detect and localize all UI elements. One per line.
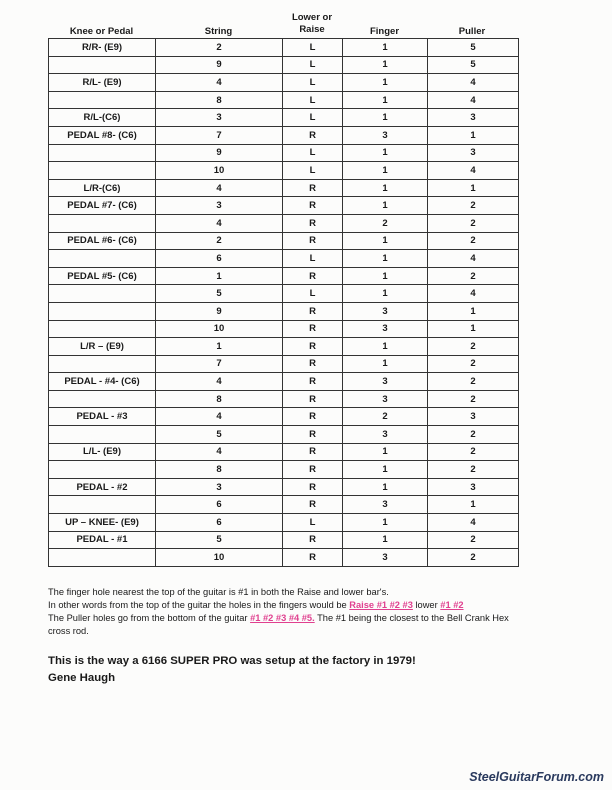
cell-finger: 3 — [343, 373, 428, 391]
cell-lower-or-raise: L — [283, 109, 343, 127]
cell-knee-or-pedal: PEDAL #7- (C6) — [49, 197, 156, 215]
cell-finger: 1 — [343, 514, 428, 532]
cell-puller: 4 — [428, 162, 519, 180]
header-lower-or-raise-line1: Lower or — [291, 12, 333, 23]
cell-finger: 1 — [343, 232, 428, 250]
header-lower-or-raise-line2: Raise — [299, 24, 325, 35]
cell-string: 1 — [156, 267, 283, 285]
cell-lower-or-raise: L — [283, 74, 343, 92]
cell-finger: 1 — [343, 461, 428, 479]
header-string: String — [204, 26, 233, 37]
cell-puller: 1 — [428, 320, 519, 338]
cell-lower-or-raise: R — [283, 179, 343, 197]
table-row — [49, 250, 519, 268]
cell-knee-or-pedal: PEDAL - #2 — [49, 478, 156, 496]
cell-lower-or-raise: R — [283, 531, 343, 549]
forum-watermark: SteelGuitarForum.com — [469, 770, 604, 784]
cell-finger: 1 — [343, 355, 428, 373]
cell-knee-or-pedal — [49, 250, 156, 268]
cell-string: 2 — [156, 232, 283, 250]
cell-string: 4 — [156, 74, 283, 92]
cell-puller: 2 — [428, 355, 519, 373]
cell-string: 3 — [156, 109, 283, 127]
cell-string: 10 — [156, 320, 283, 338]
cell-string: 8 — [156, 91, 283, 109]
table-row — [49, 109, 519, 127]
cell-puller: 1 — [428, 302, 519, 320]
table-row — [49, 302, 519, 320]
cell-string: 3 — [156, 197, 283, 215]
cell-string: 2 — [156, 39, 283, 57]
table-row — [49, 426, 519, 444]
cell-puller: 2 — [428, 267, 519, 285]
cell-lower-or-raise: R — [283, 390, 343, 408]
cell-string: 10 — [156, 549, 283, 567]
cell-knee-or-pedal: L/R – (E9) — [49, 338, 156, 356]
cell-lower-or-raise: R — [283, 478, 343, 496]
cell-puller: 3 — [428, 109, 519, 127]
header-puller: Puller — [458, 26, 486, 37]
table-row — [49, 496, 519, 514]
cell-string: 4 — [156, 214, 283, 232]
cell-finger: 1 — [343, 250, 428, 268]
cell-finger: 2 — [343, 408, 428, 426]
cell-knee-or-pedal — [49, 355, 156, 373]
cell-knee-or-pedal: R/R- (E9) — [49, 39, 156, 57]
table-row — [49, 320, 519, 338]
cell-puller: 2 — [428, 232, 519, 250]
cell-string: 4 — [156, 443, 283, 461]
table-row — [49, 355, 519, 373]
cell-lower-or-raise: R — [283, 320, 343, 338]
cell-puller: 2 — [428, 197, 519, 215]
cell-lower-or-raise: R — [283, 126, 343, 144]
cell-lower-or-raise: R — [283, 461, 343, 479]
table-row — [49, 39, 519, 57]
cell-lower-or-raise: L — [283, 144, 343, 162]
table-row — [49, 531, 519, 549]
cell-lower-or-raise: R — [283, 232, 343, 250]
cell-finger: 1 — [343, 267, 428, 285]
cell-puller: 4 — [428, 514, 519, 532]
cell-string: 9 — [156, 56, 283, 74]
note-line-2-text-b: lower — [412, 600, 441, 610]
table-row — [49, 549, 519, 567]
cell-puller: 1 — [428, 179, 519, 197]
table-row — [49, 478, 519, 496]
setup-table-body — [49, 39, 519, 567]
cell-finger: 1 — [343, 144, 428, 162]
cell-puller: 2 — [428, 443, 519, 461]
note-line-1: The finger hole nearest the top of the guitar is #1 in both the Raise and lower bar's. — [48, 587, 389, 597]
cell-lower-or-raise: R — [283, 214, 343, 232]
cell-finger: 1 — [343, 39, 428, 57]
cell-lower-or-raise: R — [283, 549, 343, 567]
table-row — [49, 162, 519, 180]
table-row — [49, 91, 519, 109]
cell-puller: 3 — [428, 408, 519, 426]
cell-lower-or-raise: R — [283, 426, 343, 444]
cell-puller: 2 — [428, 531, 519, 549]
cell-puller: 2 — [428, 461, 519, 479]
cell-lower-or-raise: R — [283, 197, 343, 215]
cell-lower-or-raise: R — [283, 302, 343, 320]
cell-finger: 1 — [343, 531, 428, 549]
cell-knee-or-pedal — [49, 302, 156, 320]
cell-lower-or-raise: R — [283, 443, 343, 461]
cell-finger: 1 — [343, 443, 428, 461]
cell-finger: 1 — [343, 179, 428, 197]
table-row — [49, 56, 519, 74]
header-finger: Finger — [369, 26, 400, 37]
cell-puller: 5 — [428, 56, 519, 74]
cell-knee-or-pedal: PEDAL - #1 — [49, 531, 156, 549]
cell-knee-or-pedal — [49, 56, 156, 74]
table-row — [49, 232, 519, 250]
cell-string: 7 — [156, 355, 283, 373]
cell-puller: 2 — [428, 373, 519, 391]
cell-knee-or-pedal — [49, 390, 156, 408]
note-line-2-text-a: In other words from the top of the guitar the holes in the fingers would be — [48, 600, 350, 610]
cell-puller: 3 — [428, 478, 519, 496]
table-row — [49, 461, 519, 479]
cell-finger: 3 — [343, 390, 428, 408]
cell-finger: 1 — [343, 162, 428, 180]
cell-knee-or-pedal — [49, 549, 156, 567]
cell-knee-or-pedal: PEDAL #5- (C6) — [49, 267, 156, 285]
cell-puller: 4 — [428, 91, 519, 109]
note-line-3-text-a: The Puller holes go from the bottom of the guitar — [48, 613, 251, 623]
cell-lower-or-raise: L — [283, 250, 343, 268]
cell-string: 9 — [156, 302, 283, 320]
cell-lower-or-raise: R — [283, 267, 343, 285]
cell-knee-or-pedal — [49, 91, 156, 109]
cell-puller: 2 — [428, 338, 519, 356]
table-row — [49, 373, 519, 391]
raise-holes-link: Raise #1 #2 #3 — [349, 600, 413, 610]
cell-knee-or-pedal — [49, 496, 156, 514]
cell-lower-or-raise: L — [283, 514, 343, 532]
header-knee-or-pedal: Knee or Pedal — [69, 26, 134, 37]
cell-lower-or-raise: R — [283, 373, 343, 391]
cell-string: 10 — [156, 162, 283, 180]
cell-string: 9 — [156, 144, 283, 162]
cell-finger: 1 — [343, 197, 428, 215]
cell-puller: 2 — [428, 390, 519, 408]
table-row — [49, 408, 519, 426]
table-row — [49, 144, 519, 162]
cell-finger: 3 — [343, 302, 428, 320]
cell-knee-or-pedal — [49, 162, 156, 180]
cell-finger: 1 — [343, 91, 428, 109]
table-row — [49, 285, 519, 303]
table-row — [49, 338, 519, 356]
cell-lower-or-raise: R — [283, 496, 343, 514]
table-row — [49, 197, 519, 215]
cell-string: 5 — [156, 285, 283, 303]
cell-knee-or-pedal: L/R-(C6) — [49, 179, 156, 197]
cell-string: 8 — [156, 390, 283, 408]
cell-puller: 2 — [428, 214, 519, 232]
table-row — [49, 390, 519, 408]
author-signature: Gene Haugh — [48, 672, 116, 684]
cell-string: 4 — [156, 179, 283, 197]
table-row — [49, 443, 519, 461]
cell-finger: 1 — [343, 478, 428, 496]
cell-finger: 1 — [343, 56, 428, 74]
cell-string: 4 — [156, 373, 283, 391]
note-line-4: cross rod. — [48, 626, 89, 636]
cell-knee-or-pedal — [49, 214, 156, 232]
cell-puller: 1 — [428, 126, 519, 144]
table-row — [49, 74, 519, 92]
cell-string: 6 — [156, 514, 283, 532]
cell-string: 7 — [156, 126, 283, 144]
cell-knee-or-pedal: PEDAL #8- (C6) — [49, 126, 156, 144]
cell-finger: 3 — [343, 426, 428, 444]
cell-finger: 3 — [343, 126, 428, 144]
cell-puller: 2 — [428, 549, 519, 567]
cell-knee-or-pedal: R/L- (E9) — [49, 74, 156, 92]
cell-lower-or-raise: L — [283, 285, 343, 303]
cell-knee-or-pedal: PEDAL - #4- (C6) — [49, 373, 156, 391]
cell-puller: 1 — [428, 496, 519, 514]
cell-knee-or-pedal — [49, 285, 156, 303]
notes-block — [48, 586, 588, 638]
cell-finger: 1 — [343, 338, 428, 356]
cell-knee-or-pedal — [49, 461, 156, 479]
cell-finger: 1 — [343, 74, 428, 92]
cell-knee-or-pedal — [49, 144, 156, 162]
cell-puller: 2 — [428, 426, 519, 444]
note-line-3 — [48, 612, 588, 625]
cell-lower-or-raise: L — [283, 162, 343, 180]
factory-setup-statement: This is the way a 6166 SUPER PRO was setup at the factory in 1979! — [48, 655, 416, 667]
cell-finger: 3 — [343, 496, 428, 514]
setup-table — [48, 38, 519, 567]
cell-lower-or-raise: L — [283, 91, 343, 109]
cell-knee-or-pedal: R/L-(C6) — [49, 109, 156, 127]
cell-puller: 5 — [428, 39, 519, 57]
table-row — [49, 126, 519, 144]
cell-string: 8 — [156, 461, 283, 479]
cell-string: 4 — [156, 408, 283, 426]
cell-lower-or-raise: R — [283, 408, 343, 426]
cell-lower-or-raise: R — [283, 338, 343, 356]
cell-finger: 3 — [343, 320, 428, 338]
table-row — [49, 514, 519, 532]
cell-knee-or-pedal: PEDAL #6- (C6) — [49, 232, 156, 250]
cell-knee-or-pedal: L/L- (E9) — [49, 443, 156, 461]
cell-lower-or-raise: L — [283, 56, 343, 74]
cell-string: 5 — [156, 426, 283, 444]
cell-puller: 4 — [428, 250, 519, 268]
cell-string: 1 — [156, 338, 283, 356]
cell-string: 6 — [156, 496, 283, 514]
cell-string: 5 — [156, 531, 283, 549]
table-row — [49, 179, 519, 197]
cell-finger: 1 — [343, 285, 428, 303]
note-line-2 — [48, 599, 588, 612]
cell-puller: 4 — [428, 74, 519, 92]
cell-finger: 1 — [343, 109, 428, 127]
cell-knee-or-pedal: PEDAL - #3 — [49, 408, 156, 426]
table-row — [49, 267, 519, 285]
cell-lower-or-raise: L — [283, 39, 343, 57]
cell-string: 6 — [156, 250, 283, 268]
header-lower-or-raise — [282, 12, 342, 36]
lower-holes-link: #1 #2 — [440, 600, 464, 610]
cell-knee-or-pedal — [49, 320, 156, 338]
table-row — [49, 214, 519, 232]
cell-lower-or-raise: R — [283, 355, 343, 373]
cell-puller: 3 — [428, 144, 519, 162]
cell-finger: 3 — [343, 549, 428, 567]
note-line-3-text-b: The #1 being the closest to the Bell Crank Hex — [314, 613, 509, 623]
cell-knee-or-pedal: UP – KNEE- (E9) — [49, 514, 156, 532]
cell-puller: 4 — [428, 285, 519, 303]
cell-knee-or-pedal — [49, 426, 156, 444]
puller-holes-link: #1 #2 #3 #4 #5. — [250, 613, 315, 623]
cell-finger: 2 — [343, 214, 428, 232]
cell-string: 3 — [156, 478, 283, 496]
